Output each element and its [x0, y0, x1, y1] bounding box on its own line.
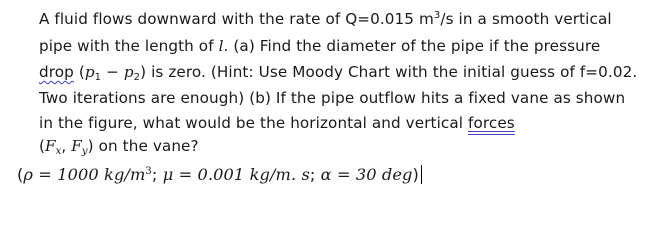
- text-segment: (: [39, 137, 46, 155]
- math-variable: l: [218, 37, 224, 55]
- math-expression: μ = 0.001: [162, 165, 250, 184]
- problem-line-3: [39, 62, 637, 82]
- problem-line-2: [39, 36, 600, 56]
- math-variable: F: [45, 137, 56, 155]
- problem-line-1: [39, 9, 612, 29]
- text-segment: A fluid flows downward with the rate of Q=0.015 m: [39, 10, 434, 28]
- problem-line-4: [39, 88, 625, 108]
- text-segment: ;: [309, 165, 321, 184]
- subscript: 2: [133, 72, 141, 83]
- problem-line-7: [17, 165, 422, 185]
- text-segment: in the figure, what would be the horizontal and vertical: [39, 114, 469, 132]
- math-variable: p: [123, 63, 134, 81]
- problem-line-6: [39, 136, 199, 156]
- text-cursor: [421, 165, 422, 184]
- problem-line-5: [39, 113, 515, 133]
- math-variable: F: [71, 137, 82, 155]
- text-segment: ;: [151, 165, 163, 184]
- text-segment: ,: [61, 137, 72, 155]
- math-expression: α = 30: [320, 165, 382, 184]
- subscript: x: [55, 146, 62, 157]
- text-segment: ) is zero. (Hint: Use Moody Chart with the initial guess of f=0.02.: [140, 63, 638, 81]
- subscript: 1: [94, 72, 102, 83]
- text-segment: ): [412, 165, 419, 184]
- math-expression: ρ = 1000: [23, 165, 105, 184]
- math-unit: kg/m: [104, 165, 146, 184]
- superscript: 3: [433, 10, 441, 21]
- text-segment: /s in a smooth vertical: [440, 10, 612, 28]
- superscript: 3: [145, 166, 152, 177]
- math-unit: kg/m. s: [249, 165, 310, 184]
- spellcheck-word: drop: [39, 63, 74, 81]
- text-segment: Two iterations are enough) (b) If the pipe outflow hits a fixed vane as shown: [39, 89, 626, 107]
- text-segment: (: [17, 165, 24, 184]
- text-segment: ): [87, 137, 94, 155]
- math-unit: deg: [381, 165, 413, 184]
- text-segment: (: [73, 63, 85, 81]
- math-variable: p: [84, 63, 95, 81]
- subscript: y: [81, 146, 88, 157]
- text-segment: on the vane?: [93, 137, 199, 155]
- text-segment: pipe with the length of: [39, 37, 219, 55]
- text-segment: . (a) Find the diameter of the pipe if the pressure: [223, 37, 601, 55]
- spellcheck-word: forces: [468, 114, 515, 132]
- text-segment: −: [101, 63, 124, 81]
